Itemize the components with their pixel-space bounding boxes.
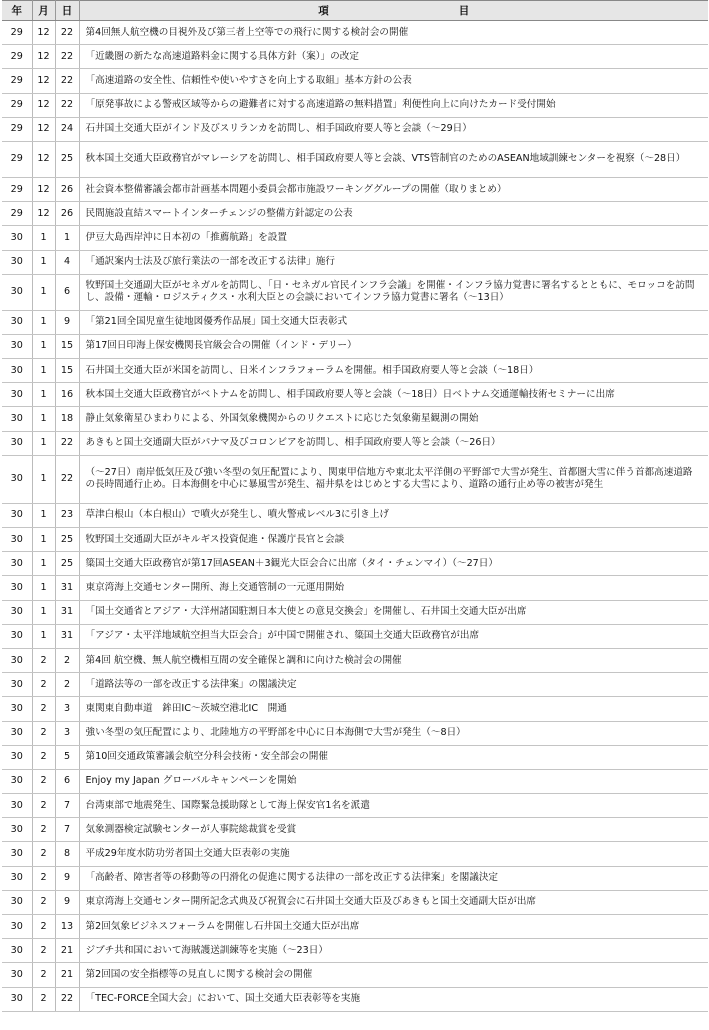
month-cell: 1 — [32, 383, 55, 407]
table-row — [2, 141, 708, 177]
month-cell: 12 — [32, 141, 55, 177]
table-row — [2, 455, 708, 503]
month-cell: 1 — [32, 226, 55, 250]
month-cell: 12 — [32, 45, 55, 69]
day-cell: 22 — [55, 69, 79, 93]
item-cell: 草津白根山（本白根山）で噴火が発生し、噴火警戒レベル3に引き上げ — [79, 503, 708, 527]
table-row — [2, 697, 708, 721]
year-cell: 30 — [2, 528, 32, 552]
table-row — [2, 503, 708, 527]
day-cell: 15 — [55, 334, 79, 358]
year-cell: 30 — [2, 274, 32, 310]
item-cell: 「通訳案内士法及び旅行業法の一部を改正する法律」施行 — [79, 250, 708, 274]
month-cell: 12 — [32, 177, 55, 201]
year-cell: 30 — [2, 818, 32, 842]
table-row — [2, 274, 708, 310]
year-cell: 30 — [2, 624, 32, 648]
table-row — [2, 334, 708, 358]
day-cell: 2 — [55, 673, 79, 697]
table-row — [2, 552, 708, 576]
item-cell: 「第21回全国児童生徒地図優秀作品展」国土交通大臣表彰式 — [79, 310, 708, 334]
year-cell: 30 — [2, 794, 32, 818]
table-row — [2, 963, 708, 987]
month-cell: 12 — [32, 117, 55, 141]
month-cell: 2 — [32, 794, 55, 818]
header-month: 月 — [32, 1, 55, 21]
day-cell: 22 — [55, 455, 79, 503]
item-cell: 静止気象衛星ひまわりによる、外国気象機関からのリクエストに応じた気象衛星観測の開始 — [79, 407, 708, 431]
year-cell: 30 — [2, 745, 32, 769]
table-row — [2, 202, 708, 226]
header-row — [2, 1, 708, 21]
table-row — [2, 769, 708, 793]
table-row — [2, 939, 708, 963]
item-cell: 台湾東部で地震発生、国際緊急援助隊として海上保安官1名を派遣 — [79, 794, 708, 818]
month-cell: 2 — [32, 866, 55, 890]
item-cell: 「近畿圏の新たな高速道路料金に関する具体方針（案）」の改定 — [79, 45, 708, 69]
table-row — [2, 528, 708, 552]
year-cell: 30 — [2, 455, 32, 503]
table-row — [2, 407, 708, 431]
day-cell: 25 — [55, 141, 79, 177]
year-cell: 30 — [2, 226, 32, 250]
table-row — [2, 310, 708, 334]
year-cell: 29 — [2, 202, 32, 226]
item-cell: 東京湾海上交通センター開所記念式典及び祝賀会に石井国土交通大臣及びあきもと国土交通副大臣が出席 — [79, 890, 708, 914]
year-cell: 30 — [2, 648, 32, 672]
header-item — [79, 1, 708, 21]
day-cell: 31 — [55, 624, 79, 648]
table-row — [2, 673, 708, 697]
year-cell: 30 — [2, 576, 32, 600]
item-cell: 簗国土交通大臣政務官が第17回ASEAN＋3観光大臣会合に出席（タイ・チェンマイ）（～27日） — [79, 552, 708, 576]
item-cell: 石井国土交通大臣が米国を訪問し、日米インフラフォーラムを開催。相手国政府要人等と会談（～18日） — [79, 359, 708, 383]
year-cell: 29 — [2, 45, 32, 69]
day-cell: 7 — [55, 794, 79, 818]
table-row — [2, 794, 708, 818]
item-cell: 第4回無人航空機の目視外及び第三者上空等での飛行に関する検討会の開催 — [79, 21, 708, 45]
month-cell: 12 — [32, 202, 55, 226]
item-cell: Enjoy my Japan グローバルキャンペーンを開始 — [79, 769, 708, 793]
table-body — [2, 21, 708, 1012]
table-row — [2, 576, 708, 600]
day-cell: 15 — [55, 359, 79, 383]
month-cell: 2 — [32, 842, 55, 866]
year-cell: 30 — [2, 431, 32, 455]
day-cell: 4 — [55, 250, 79, 274]
month-cell: 1 — [32, 407, 55, 431]
item-cell: 秋本国土交通大臣政務官がベトナムを訪問し、相手国政府要人等と会談（～18日）日ベトナム交通運輸技術セミナーに出席 — [79, 383, 708, 407]
month-cell: 2 — [32, 673, 55, 697]
chronology-table — [2, 0, 708, 1012]
month-cell: 1 — [32, 334, 55, 358]
day-cell: 6 — [55, 769, 79, 793]
month-cell: 1 — [32, 250, 55, 274]
year-cell: 30 — [2, 963, 32, 987]
table-row — [2, 721, 708, 745]
day-cell: 24 — [55, 117, 79, 141]
header-item-left: 項 — [318, 4, 329, 17]
day-cell: 6 — [55, 274, 79, 310]
day-cell: 5 — [55, 745, 79, 769]
year-cell: 29 — [2, 93, 32, 117]
table-row — [2, 226, 708, 250]
table-row — [2, 359, 708, 383]
item-cell: 「道路法等の一部を改正する法律案」の閣議決定 — [79, 673, 708, 697]
month-cell: 2 — [32, 890, 55, 914]
item-cell: 牧野国土交通副大臣がセネガルを訪問し、「日・セネガル官民インフラ会議」を開催・インフラ協力覚書に署名するとともに、モロッコを訪問し、設備・運輸・ロジスティクス・水利大臣との会談においてインフラ協力覚書に署名（～13日） — [79, 274, 708, 310]
year-cell: 30 — [2, 334, 32, 358]
day-cell: 26 — [55, 202, 79, 226]
year-cell: 29 — [2, 117, 32, 141]
year-cell: 30 — [2, 939, 32, 963]
year-cell: 30 — [2, 600, 32, 624]
item-cell: 東関東自動車道 鉾田IC～茨城空港北IC 開通 — [79, 697, 708, 721]
day-cell: 8 — [55, 842, 79, 866]
item-cell: 石井国土交通大臣がインド及びスリランカを訪問し、相手国政府要人等と会談（～29日） — [79, 117, 708, 141]
day-cell: 22 — [55, 45, 79, 69]
item-cell: ジブチ共和国において海賊護送訓練等を実施（～23日） — [79, 939, 708, 963]
header-day: 日 — [55, 1, 79, 21]
month-cell: 1 — [32, 359, 55, 383]
year-cell: 30 — [2, 552, 32, 576]
year-cell: 30 — [2, 407, 32, 431]
day-cell: 16 — [55, 383, 79, 407]
day-cell: 18 — [55, 407, 79, 431]
table-row — [2, 648, 708, 672]
item-cell: 「アジア・太平洋地域航空担当大臣会合」が中国で開催され、簗国土交通大臣政務官が出席 — [79, 624, 708, 648]
table-row — [2, 842, 708, 866]
day-cell: 3 — [55, 721, 79, 745]
item-cell: 強い冬型の気圧配置により、北陸地方の平野部を中心に日本海側で大雪が発生（～8日） — [79, 721, 708, 745]
day-cell: 9 — [55, 890, 79, 914]
month-cell: 1 — [32, 528, 55, 552]
table-row — [2, 600, 708, 624]
day-cell: 2 — [55, 648, 79, 672]
day-cell: 31 — [55, 576, 79, 600]
month-cell: 12 — [32, 69, 55, 93]
month-cell: 1 — [32, 431, 55, 455]
day-cell: 3 — [55, 697, 79, 721]
year-cell: 29 — [2, 21, 32, 45]
year-cell: 30 — [2, 673, 32, 697]
year-cell: 30 — [2, 250, 32, 274]
day-cell: 9 — [55, 866, 79, 890]
year-cell: 30 — [2, 697, 32, 721]
month-cell: 2 — [32, 987, 55, 1011]
item-cell: 社会資本整備審議会都市計画基本問題小委員会都市施設ワーキンググループの開催（取りまとめ） — [79, 177, 708, 201]
month-cell: 2 — [32, 697, 55, 721]
item-cell: 牧野国土交通副大臣がキルギス投資促進・保護庁長官と会談 — [79, 528, 708, 552]
table-row — [2, 250, 708, 274]
day-cell: 9 — [55, 310, 79, 334]
month-cell: 2 — [32, 745, 55, 769]
month-cell: 12 — [32, 21, 55, 45]
year-cell: 30 — [2, 383, 32, 407]
year-cell: 30 — [2, 890, 32, 914]
item-cell: あきもと国土交通副大臣がパナマ及びコロンビアを訪問し、相手国政府要人等と会談（～26日） — [79, 431, 708, 455]
year-cell: 30 — [2, 842, 32, 866]
header-item-right: 目 — [458, 4, 470, 17]
table-row — [2, 177, 708, 201]
table-row — [2, 624, 708, 648]
item-cell: 民間施設直結スマートインターチェンジの整備方針認定の公表 — [79, 202, 708, 226]
year-cell: 30 — [2, 359, 32, 383]
day-cell: 13 — [55, 915, 79, 939]
year-cell: 29 — [2, 177, 32, 201]
item-cell: 気象測器検定試験センターが人事院総裁賞を受賞 — [79, 818, 708, 842]
day-cell: 31 — [55, 600, 79, 624]
item-cell: 第10回交通政策審議会航空分科会技術・安全部会の開催 — [79, 745, 708, 769]
month-cell: 1 — [32, 576, 55, 600]
table-row — [2, 117, 708, 141]
header-year: 年 — [2, 1, 32, 21]
table-row — [2, 21, 708, 45]
month-cell: 1 — [32, 600, 55, 624]
table-row — [2, 745, 708, 769]
day-cell: 26 — [55, 177, 79, 201]
day-cell: 1 — [55, 226, 79, 250]
item-cell: 「高齢者、障害者等の移動等の円滑化の促進に関する法律の一部を改正する法律案」を閣議決定 — [79, 866, 708, 890]
month-cell: 1 — [32, 503, 55, 527]
month-cell: 2 — [32, 915, 55, 939]
item-cell: 「TEC-FORCE全国大会」において、国土交通大臣表彰等を実施 — [79, 987, 708, 1011]
month-cell: 2 — [32, 939, 55, 963]
month-cell: 1 — [32, 274, 55, 310]
day-cell: 22 — [55, 21, 79, 45]
item-cell: 伊豆大島西岸沖に日本初の「推薦航路」を設置 — [79, 226, 708, 250]
item-cell: 第17回日印海上保安機関長官級会合の開催（インド・デリー） — [79, 334, 708, 358]
table-row — [2, 866, 708, 890]
table-row — [2, 383, 708, 407]
month-cell: 2 — [32, 721, 55, 745]
day-cell: 21 — [55, 939, 79, 963]
year-cell: 30 — [2, 987, 32, 1011]
month-cell: 2 — [32, 818, 55, 842]
day-cell: 23 — [55, 503, 79, 527]
month-cell: 1 — [32, 310, 55, 334]
item-cell: 「国土交通省とアジア・大洋州諸国駐割日本大使との意見交換会」を開催し、石井国土交通大臣が出席 — [79, 600, 708, 624]
year-cell: 30 — [2, 310, 32, 334]
day-cell: 22 — [55, 93, 79, 117]
item-cell: 第4回 航空機、無人航空機相互間の安全確保と調和に向けた検討会の開催 — [79, 648, 708, 672]
table-row — [2, 818, 708, 842]
year-cell: 30 — [2, 866, 32, 890]
table-row — [2, 890, 708, 914]
item-cell: 「原発事故による警戒区域等からの避難者に対する高速道路の無料措置」利便性向上に向けたカード受付開始 — [79, 93, 708, 117]
day-cell: 22 — [55, 987, 79, 1011]
month-cell: 2 — [32, 769, 55, 793]
day-cell: 25 — [55, 552, 79, 576]
day-cell: 25 — [55, 528, 79, 552]
table-row — [2, 45, 708, 69]
month-cell: 2 — [32, 963, 55, 987]
day-cell: 22 — [55, 431, 79, 455]
day-cell: 7 — [55, 818, 79, 842]
item-cell: 東京湾海上交通センター開所、海上交通管制の一元運用開始 — [79, 576, 708, 600]
year-cell: 30 — [2, 503, 32, 527]
year-cell: 30 — [2, 915, 32, 939]
table-row — [2, 987, 708, 1011]
year-cell: 30 — [2, 769, 32, 793]
month-cell: 1 — [32, 624, 55, 648]
table-row — [2, 915, 708, 939]
item-cell: 平成29年度水防功労者国土交通大臣表彰の実施 — [79, 842, 708, 866]
item-cell: 秋本国土交通大臣政務官がマレーシアを訪問し、相手国政府要人等と会談、VTS管制官のためのASEAN地域訓練センターを視察（～28日） — [79, 141, 708, 177]
month-cell: 1 — [32, 455, 55, 503]
item-cell: （～27日）南岸低気圧及び強い冬型の気圧配置により、関東甲信地方や東北太平洋側の平野部で大雪が発生、首都圏大雪に伴う首都高速道路の長時間通行止め。日本海側を中心に暴風雪が発生、福井県をはじめとする大雪により、道路の通行止め等の被害が発生 — [79, 455, 708, 503]
item-cell: 「高速道路の安全性、信頼性や使いやすさを向上する取組」基本方針の公表 — [79, 69, 708, 93]
month-cell: 12 — [32, 93, 55, 117]
year-cell: 30 — [2, 721, 32, 745]
year-cell: 29 — [2, 141, 32, 177]
table-row — [2, 69, 708, 93]
month-cell: 2 — [32, 648, 55, 672]
month-cell: 1 — [32, 552, 55, 576]
year-cell: 29 — [2, 69, 32, 93]
item-cell: 第2回気象ビジネスフォーラムを開催し石井国土交通大臣が出席 — [79, 915, 708, 939]
table-row — [2, 431, 708, 455]
day-cell: 21 — [55, 963, 79, 987]
item-cell: 第2回国の安全指標等の見直しに関する検討会の開催 — [79, 963, 708, 987]
table-row — [2, 93, 708, 117]
